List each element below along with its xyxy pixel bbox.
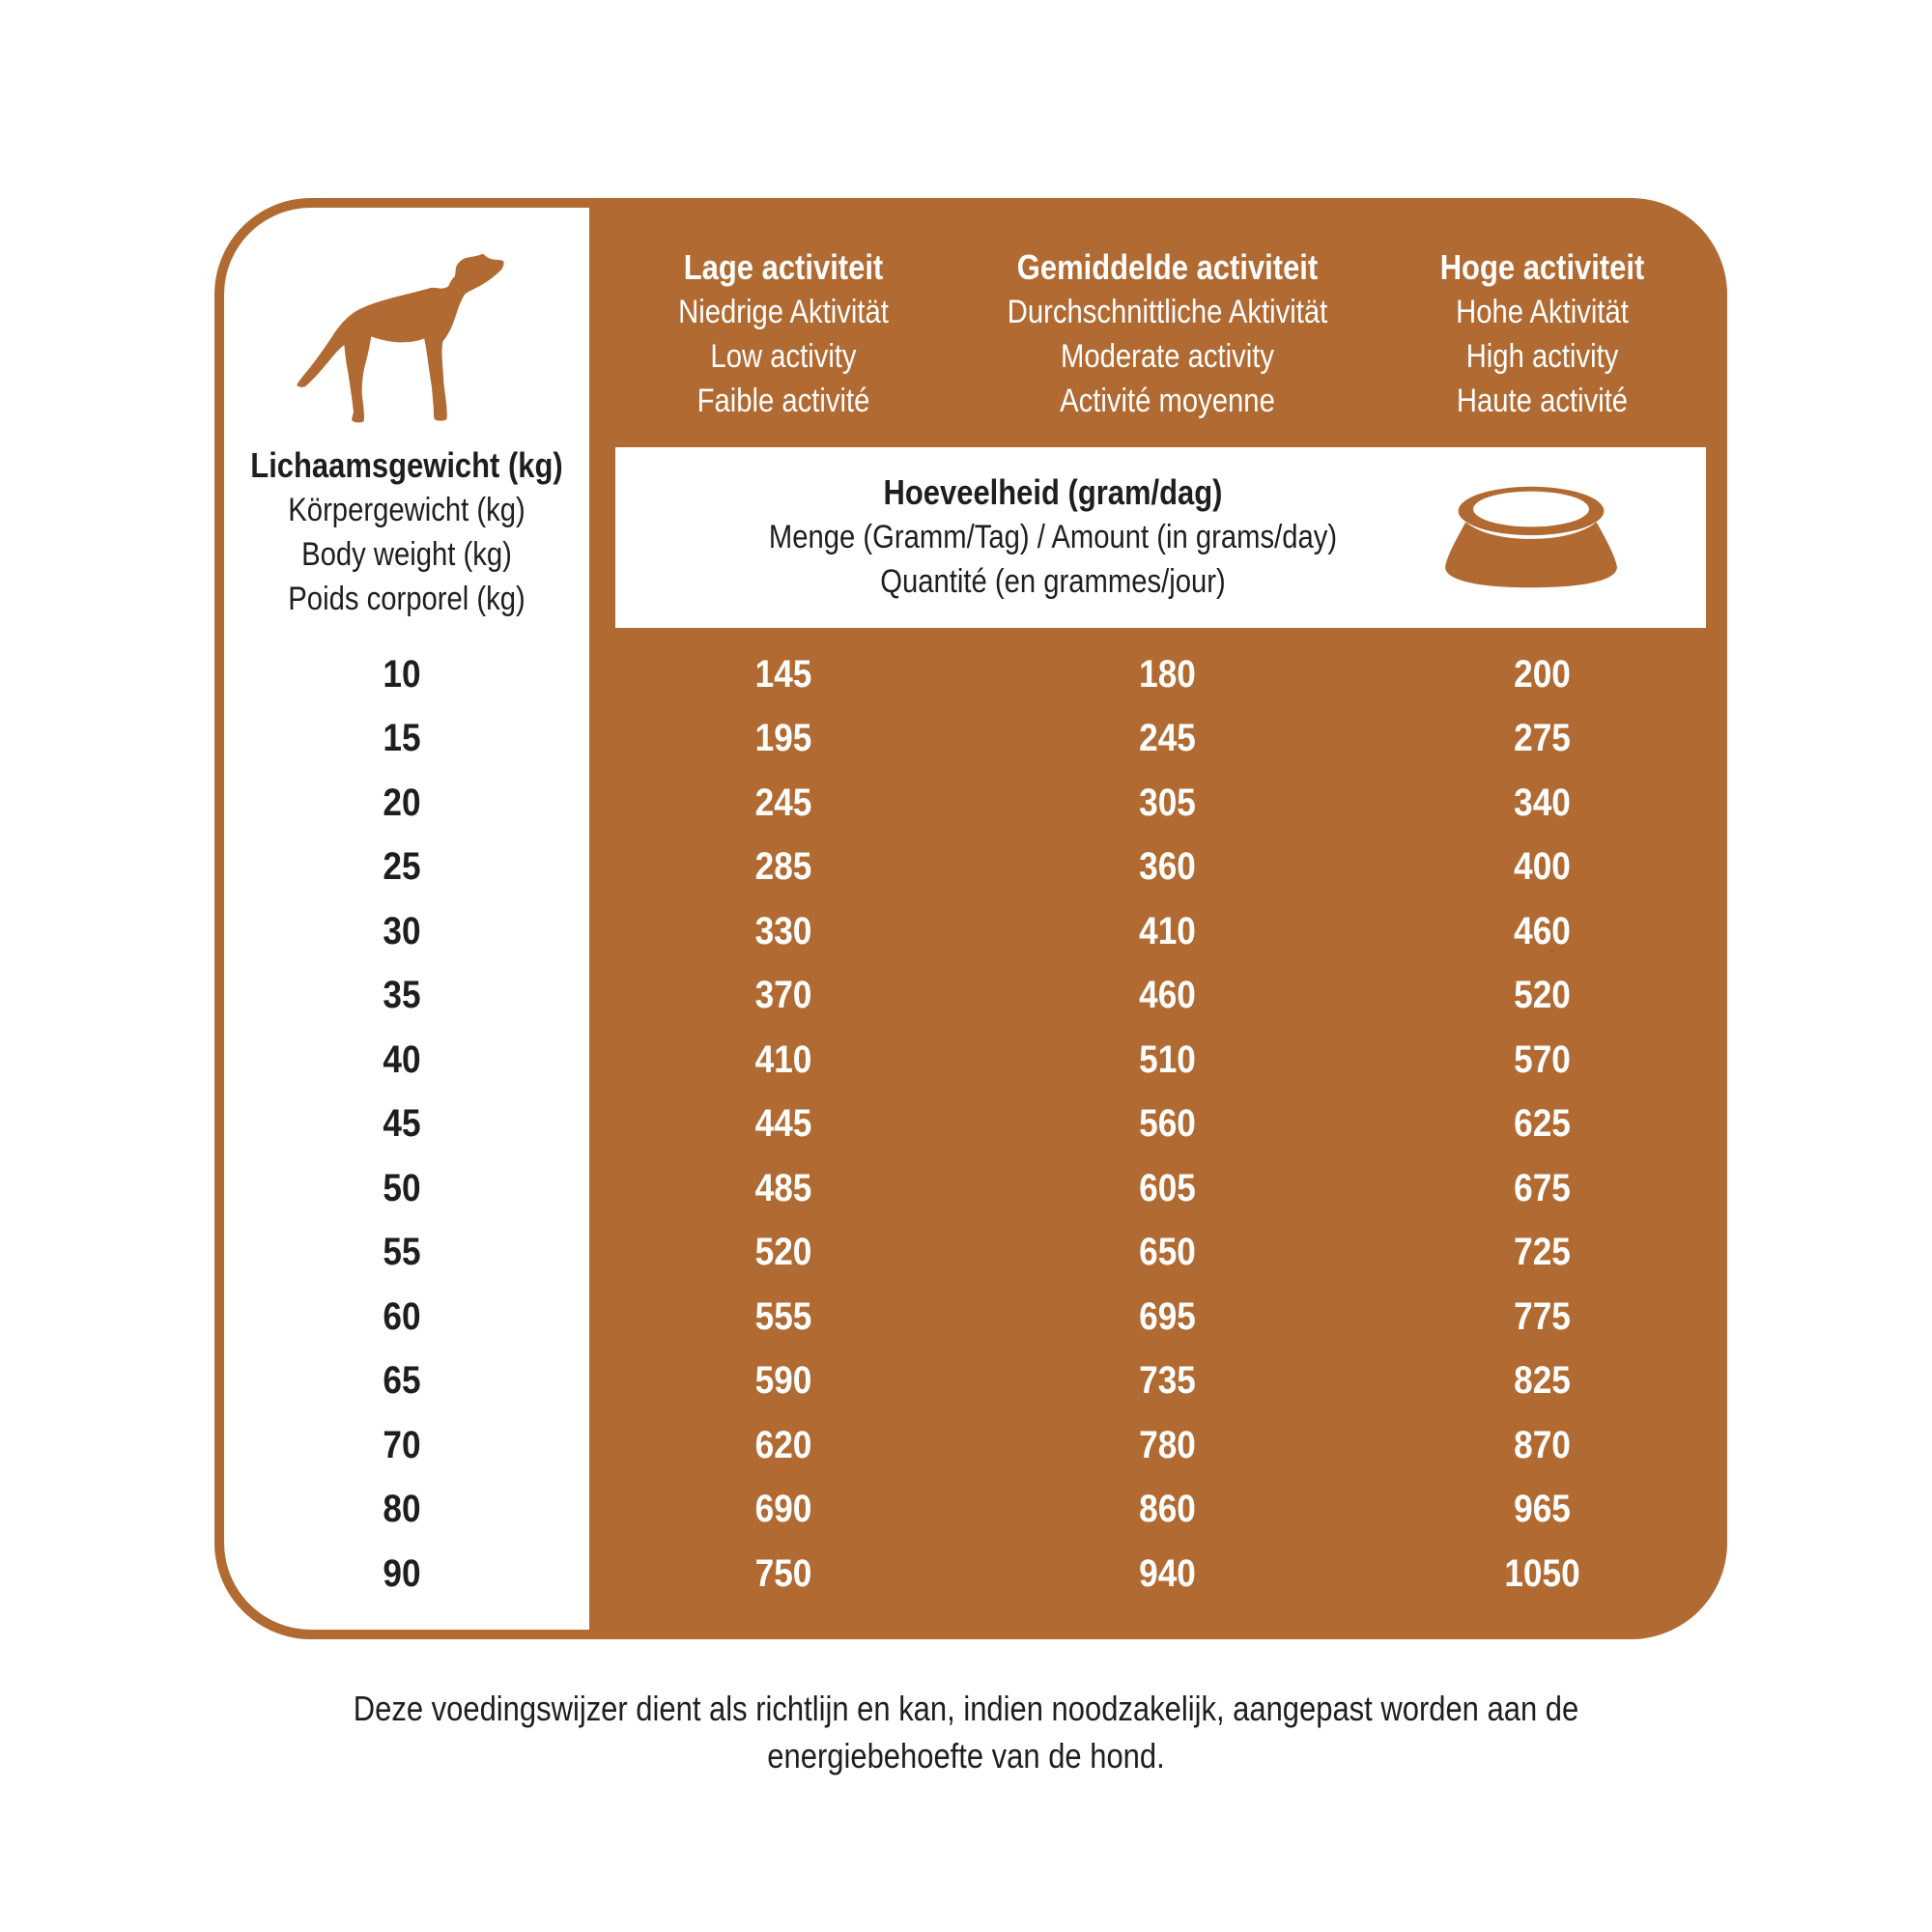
footer-line-1: Deze voedingswijzer dient als richtlijn en kan, indien noodzakelijk, aangepast worden aan de [353, 1689, 1579, 1728]
cell-moderate: 560 [1139, 1102, 1196, 1146]
header-low-nl: Lage activiteit [683, 247, 884, 287]
column-header-low-activity [589, 245, 978, 423]
amount-header-fr: Quantité (en grammes/jour) [880, 563, 1226, 600]
table-row [214, 1413, 1727, 1478]
table-row [214, 1478, 1727, 1543]
footer-line-2: energiebehoefte van de hond. [767, 1736, 1165, 1776]
header-moderate-de: Durchschnittliche Aktivität [1007, 294, 1328, 330]
cell-high: 675 [1514, 1166, 1571, 1209]
cell-low: 445 [754, 1102, 812, 1146]
cell-moderate: 410 [1139, 909, 1196, 952]
cell-high: 275 [1514, 717, 1571, 760]
cell-low: 485 [754, 1166, 812, 1209]
cell-moderate: 695 [1139, 1294, 1196, 1338]
cell-weight: 25 [383, 845, 421, 889]
weight-header-nl: Lichaamsgewicht (kg) [250, 445, 563, 485]
table-row [214, 836, 1727, 900]
cell-low: 620 [754, 1423, 812, 1466]
cell-low: 410 [754, 1037, 812, 1081]
cell-high: 520 [1514, 974, 1571, 1017]
weight-header [224, 443, 589, 621]
dog-silhouette-icon [290, 244, 570, 449]
header-moderate-en: Moderate activity [1060, 338, 1275, 375]
feeding-guide-card [214, 198, 1727, 1639]
cell-high: 725 [1514, 1231, 1571, 1274]
cell-weight: 90 [383, 1551, 421, 1595]
cell-weight: 55 [383, 1231, 421, 1274]
table-row [214, 1221, 1727, 1286]
table-row [214, 707, 1727, 772]
cell-moderate: 510 [1139, 1037, 1196, 1081]
header-low-fr: Faible activité [696, 383, 870, 419]
cell-weight: 70 [383, 1423, 421, 1466]
cell-weight: 50 [383, 1166, 421, 1209]
cell-low: 245 [754, 781, 812, 824]
table-row [214, 1285, 1727, 1350]
cell-moderate: 460 [1139, 974, 1196, 1017]
table-row [214, 1542, 1727, 1606]
table-row [214, 1156, 1727, 1221]
table-row [214, 964, 1727, 1029]
cell-low: 520 [754, 1231, 812, 1274]
cell-low: 285 [754, 845, 812, 889]
header-high-nl: Hoge activiteit [1439, 247, 1645, 287]
table-row [214, 899, 1727, 964]
cell-low: 330 [754, 909, 812, 952]
cell-low: 750 [754, 1551, 812, 1595]
header-low-de: Niedrige Aktivität [678, 294, 889, 330]
cell-moderate: 360 [1139, 845, 1196, 889]
cell-weight: 20 [383, 781, 421, 824]
cell-high: 870 [1514, 1423, 1571, 1466]
cell-moderate: 305 [1139, 781, 1196, 824]
cell-high: 460 [1514, 909, 1571, 952]
cell-moderate: 735 [1139, 1359, 1196, 1403]
table-row [214, 1028, 1727, 1093]
cell-weight: 10 [383, 652, 421, 696]
cell-high: 965 [1514, 1488, 1571, 1531]
cell-high: 825 [1514, 1359, 1571, 1403]
cell-moderate: 780 [1139, 1423, 1196, 1466]
cell-high: 775 [1514, 1294, 1571, 1338]
cell-moderate: 180 [1139, 652, 1196, 696]
cell-weight: 30 [383, 909, 421, 952]
column-header-moderate-activity [978, 245, 1357, 423]
dog-bowl-icon [1437, 481, 1625, 593]
cell-low: 370 [754, 974, 812, 1017]
header-high-de: Hohe Aktivität [1456, 294, 1629, 330]
activity-headers [589, 245, 1727, 423]
cell-moderate: 650 [1139, 1231, 1196, 1274]
cell-high: 625 [1514, 1102, 1571, 1146]
cell-weight: 65 [383, 1359, 421, 1403]
cell-moderate: 860 [1139, 1488, 1196, 1531]
footer-note [0, 1685, 1932, 1779]
amount-header-de-en: Menge (Gramm/Tag) / Amount (in grams/day) [768, 519, 1338, 555]
header-moderate-fr: Activité moyenne [1060, 383, 1275, 419]
cell-high: 200 [1514, 652, 1571, 696]
cell-high: 400 [1514, 845, 1571, 889]
cell-weight: 60 [383, 1294, 421, 1338]
cell-low: 145 [754, 652, 812, 696]
header-moderate-nl: Gemiddelde activiteit [1016, 247, 1319, 287]
table-row [214, 771, 1727, 836]
cell-moderate: 245 [1139, 717, 1196, 760]
weight-header-fr: Poids corporel (kg) [288, 581, 526, 617]
cell-weight: 80 [383, 1488, 421, 1531]
cell-weight: 15 [383, 717, 421, 760]
amount-banner-text [615, 470, 1491, 604]
header-low-en: Low activity [710, 338, 857, 375]
cell-weight: 45 [383, 1102, 421, 1146]
cell-high: 1050 [1504, 1551, 1580, 1595]
cell-low: 690 [754, 1488, 812, 1531]
header-high-fr: Haute activité [1456, 383, 1629, 419]
amount-banner [615, 447, 1706, 628]
table-row [214, 1350, 1727, 1414]
amount-header-nl: Hoeveelheid (gram/dag) [883, 472, 1223, 512]
table-row [214, 1093, 1727, 1157]
weight-header-de: Körpergewicht (kg) [288, 492, 526, 528]
cell-low: 195 [754, 717, 812, 760]
cell-moderate: 605 [1139, 1166, 1196, 1209]
cell-high: 340 [1514, 781, 1571, 824]
column-header-high-activity [1357, 245, 1727, 423]
cell-moderate: 940 [1139, 1551, 1196, 1595]
cell-low: 590 [754, 1359, 812, 1403]
cell-weight: 35 [383, 974, 421, 1017]
table-row [214, 642, 1727, 707]
cell-high: 570 [1514, 1037, 1571, 1081]
weight-header-en: Body weight (kg) [301, 536, 512, 573]
header-high-en: High activity [1465, 338, 1619, 375]
cell-low: 555 [754, 1294, 812, 1338]
table-rows [214, 642, 1727, 1606]
cell-weight: 40 [383, 1037, 421, 1081]
